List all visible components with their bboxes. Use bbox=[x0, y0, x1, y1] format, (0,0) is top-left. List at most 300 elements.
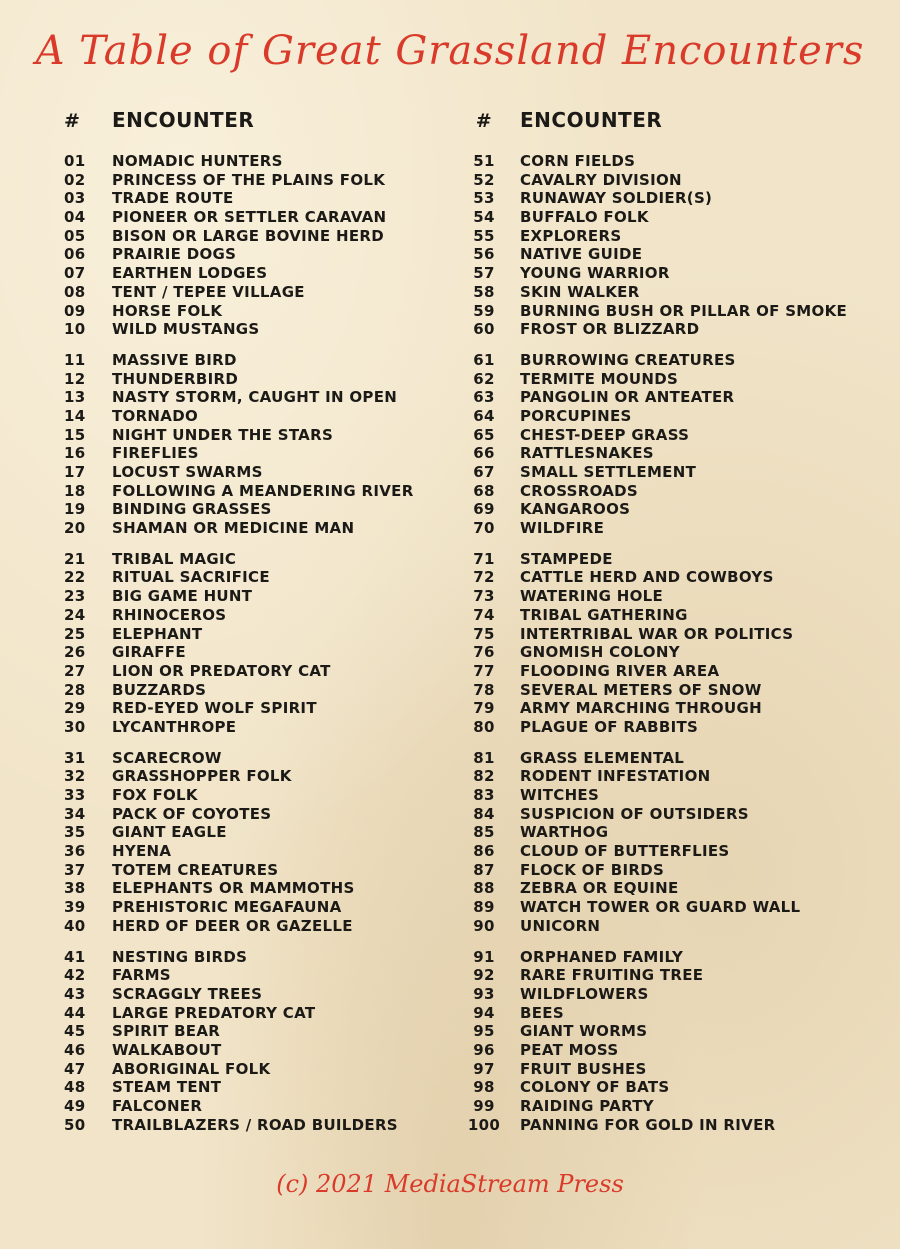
encounter-column-header: ENCOUNTER bbox=[112, 108, 255, 132]
encounter-number: 41 bbox=[64, 947, 86, 966]
encounter-text: PORCUPINES bbox=[520, 406, 632, 425]
encounter-number: 98 bbox=[473, 1078, 495, 1097]
encounter-text: SMALL SETTLEMENT bbox=[520, 463, 697, 481]
table-row bbox=[64, 587, 414, 606]
encounter-number: 25 bbox=[64, 624, 86, 643]
table-row bbox=[64, 917, 414, 936]
encounter-text: FOX FOLK bbox=[112, 786, 198, 804]
encounter-number: 91 bbox=[473, 947, 495, 966]
encounter-text: TENT / TEPEE VILLAGE bbox=[112, 282, 305, 301]
table-row bbox=[64, 568, 414, 587]
table-row bbox=[466, 662, 847, 681]
encounter-number: 46 bbox=[64, 1040, 86, 1059]
table-row bbox=[64, 898, 414, 917]
table-row bbox=[466, 681, 847, 700]
encounter-number: 26 bbox=[64, 643, 86, 662]
table-row bbox=[64, 208, 414, 227]
table-row bbox=[466, 985, 847, 1004]
encounter-number: 01 bbox=[64, 152, 86, 170]
right-column bbox=[466, 108, 847, 1134]
table-row bbox=[64, 1097, 414, 1116]
encounter-number: 92 bbox=[473, 966, 495, 985]
table-row bbox=[64, 227, 414, 246]
encounter-number: 34 bbox=[64, 804, 86, 823]
encounter-text: CATTLE HERD AND COWBOYS bbox=[520, 568, 774, 587]
table-row bbox=[466, 500, 847, 519]
encounter-text: PREHISTORIC MEGAFAUNA bbox=[112, 898, 342, 917]
encounter-text: CAVALRY DIVISION bbox=[520, 170, 682, 189]
encounter-number: 06 bbox=[64, 245, 86, 264]
table-row bbox=[64, 786, 414, 805]
encounter-text: WILDFLOWERS bbox=[520, 984, 649, 1003]
table-row bbox=[466, 388, 847, 407]
encounter-text: WATCH TOWER OR GUARD WALL bbox=[520, 898, 801, 917]
encounter-number: 24 bbox=[64, 605, 86, 624]
encounter-number: 18 bbox=[64, 481, 86, 500]
encounter-text: RATTLESNAKES bbox=[520, 444, 654, 463]
encounter-number: 29 bbox=[64, 699, 86, 718]
encounter-text: SEVERAL METERS OF SNOW bbox=[520, 680, 762, 699]
encounter-text: CROSSROADS bbox=[520, 481, 639, 500]
encounter-text: FLOODING RIVER AREA bbox=[520, 661, 720, 680]
encounter-number: 53 bbox=[473, 189, 495, 208]
encounter-number: 03 bbox=[64, 189, 86, 208]
encounter-number: 05 bbox=[64, 226, 86, 245]
encounter-text: LOCUST SWARMS bbox=[112, 463, 263, 481]
encounter-text: MASSIVE BIRD bbox=[112, 350, 237, 369]
encounter-group bbox=[64, 749, 414, 936]
encounter-number: 67 bbox=[473, 463, 495, 481]
encounter-column-header: ENCOUNTER bbox=[520, 108, 663, 132]
table-row bbox=[64, 643, 414, 662]
encounter-text: GIANT EAGLE bbox=[112, 823, 227, 842]
table-row bbox=[466, 171, 847, 190]
encounter-number: 47 bbox=[64, 1059, 86, 1078]
table-row bbox=[64, 662, 414, 681]
encounter-text: PEAT MOSS bbox=[520, 1040, 619, 1059]
table-row bbox=[64, 966, 414, 985]
table-row bbox=[466, 879, 847, 898]
encounter-number: 49 bbox=[64, 1097, 86, 1115]
encounter-number: 10 bbox=[64, 320, 86, 339]
encounter-text: CLOUD OF BUTTERFLIES bbox=[520, 842, 730, 861]
table-row bbox=[64, 718, 414, 737]
encounter-number: 56 bbox=[473, 245, 495, 264]
encounter-text: NATIVE GUIDE bbox=[520, 245, 643, 264]
encounter-text: FOLLOWING A MEANDERING RIVER bbox=[112, 481, 414, 500]
table-row bbox=[466, 1041, 847, 1060]
encounter-text: FROST OR BLIZZARD bbox=[520, 320, 700, 339]
encounter-number: 36 bbox=[64, 842, 86, 861]
encounter-number: 97 bbox=[473, 1059, 495, 1078]
encounter-text: NIGHT UNDER THE STARS bbox=[112, 425, 334, 444]
encounter-number: 59 bbox=[473, 301, 495, 320]
encounter-number: 57 bbox=[473, 264, 495, 283]
table-row bbox=[64, 283, 414, 302]
table-row bbox=[466, 444, 847, 463]
encounter-number: 72 bbox=[473, 568, 495, 587]
encounter-text: BUFFALO FOLK bbox=[520, 208, 649, 227]
encounter-group bbox=[466, 152, 847, 339]
table-row bbox=[466, 823, 847, 842]
table-row bbox=[466, 407, 847, 426]
encounter-number: 38 bbox=[64, 879, 86, 898]
encounter-text: STAMPEDE bbox=[520, 549, 613, 568]
encounter-text: EXPLORERS bbox=[520, 226, 622, 245]
encounter-text: PACK OF COYOTES bbox=[112, 804, 272, 823]
table-row bbox=[64, 681, 414, 700]
encounter-text: PRAIRIE DOGS bbox=[112, 245, 237, 264]
encounter-text: TERMITE MOUNDS bbox=[520, 369, 679, 388]
table-row bbox=[466, 482, 847, 501]
encounter-number: 83 bbox=[473, 786, 495, 804]
encounter-text: NESTING BIRDS bbox=[112, 947, 248, 966]
table-row bbox=[64, 351, 414, 370]
encounter-number: 07 bbox=[64, 264, 86, 283]
encounter-text: TRIBAL GATHERING bbox=[520, 605, 688, 624]
table-row bbox=[64, 388, 414, 407]
encounter-text: GRASS ELEMENTAL bbox=[520, 748, 685, 767]
encounter-group bbox=[64, 948, 414, 1135]
encounter-number: 40 bbox=[64, 916, 86, 935]
encounter-number: 55 bbox=[473, 226, 495, 245]
encounter-text: SHAMAN OR MEDICINE MAN bbox=[112, 519, 355, 538]
copyright-footer: (c) 2021 MediaStream Press bbox=[276, 1170, 624, 1198]
encounter-number: 82 bbox=[473, 767, 495, 786]
encounter-text: RITUAL SACRIFICE bbox=[112, 568, 270, 587]
table-row bbox=[466, 1060, 847, 1079]
encounter-number: 89 bbox=[473, 898, 495, 917]
encounter-text: ABORIGINAL FOLK bbox=[112, 1059, 271, 1078]
encounter-text: TRIBAL MAGIC bbox=[112, 549, 237, 568]
encounter-number: 37 bbox=[64, 860, 86, 879]
encounter-number: 28 bbox=[64, 680, 86, 699]
encounter-text: GRASSHOPPER FOLK bbox=[112, 767, 292, 786]
encounter-number: 66 bbox=[473, 444, 495, 463]
table-row bbox=[64, 519, 414, 538]
table-row bbox=[466, 227, 847, 246]
encounter-group bbox=[466, 351, 847, 538]
encounter-group bbox=[64, 351, 414, 538]
table-row bbox=[466, 948, 847, 967]
encounter-text: RARE FRUITING TREE bbox=[520, 966, 704, 985]
encounter-number: 31 bbox=[64, 748, 86, 767]
encounter-number: 79 bbox=[473, 699, 495, 718]
encounter-text: ELEPHANTS OR MAMMOTHS bbox=[112, 879, 355, 898]
encounter-text: LYCANTHROPE bbox=[112, 717, 237, 736]
encounter-text: SCRAGGLY TREES bbox=[112, 984, 263, 1003]
left-column bbox=[64, 108, 414, 1134]
encounter-number: 58 bbox=[473, 282, 495, 301]
encounter-number: 42 bbox=[64, 966, 86, 985]
encounter-text: FIREFLIES bbox=[112, 444, 199, 463]
encounter-number: 45 bbox=[64, 1022, 86, 1041]
table-row bbox=[466, 767, 847, 786]
encounter-number: 51 bbox=[473, 152, 495, 170]
encounter-text: INTERTRIBAL WAR OR POLITICS bbox=[520, 624, 794, 643]
encounter-text: UNICORN bbox=[520, 916, 601, 935]
encounter-number: 21 bbox=[64, 549, 86, 568]
table-row bbox=[64, 189, 414, 208]
table-row bbox=[466, 1022, 847, 1041]
encounter-number: 74 bbox=[473, 605, 495, 624]
table-row bbox=[466, 625, 847, 644]
encounter-number: 12 bbox=[64, 369, 86, 388]
encounter-text: WALKABOUT bbox=[112, 1040, 222, 1059]
encounter-number: 32 bbox=[64, 767, 86, 786]
table-row bbox=[64, 1004, 414, 1023]
encounter-number: 70 bbox=[473, 519, 495, 538]
table-row bbox=[466, 966, 847, 985]
encounter-number: 78 bbox=[473, 680, 495, 699]
encounter-text: PANGOLIN OR ANTEATER bbox=[520, 388, 735, 407]
encounter-group bbox=[466, 948, 847, 1135]
encounter-text: KANGAROOS bbox=[520, 500, 631, 519]
table-row bbox=[64, 861, 414, 880]
table-row bbox=[466, 283, 847, 302]
table-row bbox=[64, 171, 414, 190]
table-row bbox=[466, 749, 847, 768]
encounter-number: 75 bbox=[473, 624, 495, 643]
encounter-number: 11 bbox=[64, 350, 86, 369]
encounter-text: ARMY MARCHING THROUGH bbox=[520, 699, 762, 718]
table-row bbox=[64, 767, 414, 786]
table-row bbox=[466, 208, 847, 227]
encounter-number: 85 bbox=[473, 823, 495, 842]
table-row bbox=[64, 302, 414, 321]
encounter-text: COLONY OF BATS bbox=[520, 1078, 670, 1097]
encounter-text: STEAM TENT bbox=[112, 1078, 222, 1097]
encounter-number: 27 bbox=[64, 661, 86, 680]
encounter-text: FRUIT BUSHES bbox=[520, 1059, 647, 1078]
encounter-number: 61 bbox=[473, 350, 495, 369]
encounter-text: BINDING GRASSES bbox=[112, 500, 272, 519]
encounter-number: 90 bbox=[473, 916, 495, 935]
number-column-header: # bbox=[64, 110, 81, 132]
encounter-text: FALCONER bbox=[112, 1097, 203, 1115]
encounter-number: 23 bbox=[64, 587, 86, 606]
encounter-text: SKIN WALKER bbox=[520, 282, 640, 301]
encounter-text: WILD MUSTANGS bbox=[112, 320, 260, 339]
encounter-number: 50 bbox=[64, 1115, 86, 1134]
encounter-text: PLAGUE OF RABBITS bbox=[520, 717, 699, 736]
table-row bbox=[64, 879, 414, 898]
table-row bbox=[466, 699, 847, 718]
encounter-number: 80 bbox=[473, 717, 495, 736]
encounter-text: SPIRIT BEAR bbox=[112, 1022, 221, 1041]
encounter-text: PRINCESS OF THE PLAINS FOLK bbox=[112, 170, 386, 189]
encounter-number: 88 bbox=[473, 879, 495, 898]
encounter-text: TOTEM CREATURES bbox=[112, 860, 279, 879]
encounter-text: PANNING FOR GOLD IN RIVER bbox=[520, 1115, 776, 1134]
encounter-text: FARMS bbox=[112, 966, 171, 985]
encounter-text: BIG GAME HUNT bbox=[112, 587, 253, 606]
encounter-text: WARTHOG bbox=[520, 823, 609, 842]
table-row bbox=[64, 245, 414, 264]
encounter-text: CHEST-DEEP GRASS bbox=[520, 425, 690, 444]
encounter-number: 76 bbox=[473, 643, 495, 662]
table-row bbox=[466, 426, 847, 445]
table-row bbox=[466, 1097, 847, 1116]
encounter-text: BURROWING CREATURES bbox=[520, 350, 736, 369]
encounter-text: HERD OF DEER OR GAZELLE bbox=[112, 916, 353, 935]
encounter-number: 94 bbox=[473, 1003, 495, 1022]
table-row bbox=[64, 444, 414, 463]
table-row bbox=[64, 699, 414, 718]
encounter-number: 08 bbox=[64, 282, 86, 301]
encounter-text: GNOMISH COLONY bbox=[520, 643, 680, 662]
table-row bbox=[466, 1078, 847, 1097]
encounter-number: 33 bbox=[64, 786, 86, 804]
table-row bbox=[64, 606, 414, 625]
table-row bbox=[64, 264, 414, 283]
encounter-text: NOMADIC HUNTERS bbox=[112, 152, 283, 170]
encounter-text: HYENA bbox=[112, 842, 172, 861]
encounter-text: BUZZARDS bbox=[112, 680, 207, 699]
encounter-number: 77 bbox=[473, 661, 495, 680]
table-row bbox=[64, 1060, 414, 1079]
encounter-number: 14 bbox=[64, 406, 86, 425]
table-row bbox=[466, 320, 847, 339]
encounter-text: BURNING BUSH OR PILLAR OF SMOKE bbox=[520, 301, 848, 320]
encounter-text: LION OR PREDATORY CAT bbox=[112, 661, 331, 680]
encounter-text: PIONEER OR SETTLER CARAVAN bbox=[112, 208, 387, 227]
table-row bbox=[466, 264, 847, 283]
encounter-text: NASTY STORM, CAUGHT IN OPEN bbox=[112, 388, 398, 407]
encounter-number: 16 bbox=[64, 444, 86, 463]
encounter-text: RUNAWAY SOLDIER(S) bbox=[520, 189, 713, 208]
table-row bbox=[64, 985, 414, 1004]
table-row bbox=[466, 351, 847, 370]
encounter-number: 43 bbox=[64, 984, 86, 1003]
encounter-text: SCARECROW bbox=[112, 748, 222, 767]
table-row bbox=[466, 370, 847, 389]
encounter-number: 54 bbox=[473, 208, 495, 227]
encounter-text: BEES bbox=[520, 1003, 564, 1022]
encounter-text: RAIDING PARTY bbox=[520, 1097, 654, 1115]
table-row bbox=[64, 463, 414, 482]
encounter-number: 73 bbox=[473, 587, 495, 606]
table-row bbox=[466, 805, 847, 824]
table-row bbox=[64, 1116, 414, 1135]
table-row bbox=[64, 482, 414, 501]
encounter-number: 04 bbox=[64, 208, 86, 227]
encounter-number: 69 bbox=[473, 500, 495, 519]
table-row bbox=[466, 1116, 847, 1135]
table-row bbox=[466, 898, 847, 917]
encounter-number: 68 bbox=[473, 481, 495, 500]
encounter-number: 60 bbox=[473, 320, 495, 339]
encounter-number: 95 bbox=[473, 1022, 495, 1041]
encounter-number: 20 bbox=[64, 519, 86, 538]
encounter-number: 100 bbox=[467, 1115, 501, 1134]
encounter-number: 48 bbox=[64, 1078, 86, 1097]
table-row bbox=[64, 1041, 414, 1060]
encounter-number: 19 bbox=[64, 500, 86, 519]
encounter-number: 30 bbox=[64, 717, 86, 736]
encounter-number: 17 bbox=[64, 463, 86, 481]
encounter-number: 39 bbox=[64, 898, 86, 917]
encounter-text: GIANT WORMS bbox=[520, 1022, 648, 1041]
table-row bbox=[466, 861, 847, 880]
encounter-text: ZEBRA OR EQUINE bbox=[520, 879, 679, 898]
table-row bbox=[64, 407, 414, 426]
encounter-group bbox=[466, 749, 847, 936]
encounter-number: 22 bbox=[64, 568, 86, 587]
encounter-number: 13 bbox=[64, 388, 86, 407]
encounter-text: WITCHES bbox=[520, 786, 600, 804]
encounter-number: 93 bbox=[473, 984, 495, 1003]
table-row bbox=[466, 643, 847, 662]
encounter-number: 84 bbox=[473, 804, 495, 823]
table-row bbox=[466, 189, 847, 208]
encounter-number: 02 bbox=[64, 170, 86, 189]
encounter-text: EARTHEN LODGES bbox=[112, 264, 268, 283]
encounter-text: TRADE ROUTE bbox=[112, 189, 234, 208]
encounter-number: 65 bbox=[473, 425, 495, 444]
encounter-number: 63 bbox=[473, 388, 495, 407]
right-rows bbox=[466, 152, 847, 1134]
table-header bbox=[64, 108, 414, 140]
table-row bbox=[466, 786, 847, 805]
encounter-number: 35 bbox=[64, 823, 86, 842]
encounter-text: WATERING HOLE bbox=[520, 587, 664, 606]
table-row bbox=[466, 606, 847, 625]
table-row bbox=[64, 625, 414, 644]
table-row bbox=[64, 370, 414, 389]
encounter-text: WILDFIRE bbox=[520, 519, 605, 538]
encounter-text: BISON OR LARGE BOVINE HERD bbox=[112, 226, 384, 245]
table-row bbox=[64, 320, 414, 339]
encounter-number: 86 bbox=[473, 842, 495, 861]
encounter-number: 09 bbox=[64, 301, 86, 320]
table-row bbox=[466, 245, 847, 264]
encounter-text: HORSE FOLK bbox=[112, 301, 223, 320]
encounter-number: 44 bbox=[64, 1003, 86, 1022]
table-row bbox=[466, 1004, 847, 1023]
encounter-group bbox=[64, 550, 414, 737]
encounter-text: THUNDERBIRD bbox=[112, 369, 239, 388]
table-row bbox=[64, 842, 414, 861]
encounter-text: TORNADO bbox=[112, 406, 198, 425]
table-row bbox=[466, 587, 847, 606]
table-row bbox=[466, 519, 847, 538]
page-title: A Table of Great Grassland Encounters bbox=[35, 28, 865, 74]
table-header bbox=[466, 108, 847, 140]
table-row bbox=[64, 426, 414, 445]
encounter-number: 62 bbox=[473, 369, 495, 388]
encounter-text: YOUNG WARRIOR bbox=[520, 264, 670, 283]
encounter-text: CORN FIELDS bbox=[520, 152, 636, 170]
encounter-text: ORPHANED FAMILY bbox=[520, 947, 684, 966]
encounter-number: 52 bbox=[473, 170, 495, 189]
encounter-group bbox=[64, 152, 414, 339]
table-row bbox=[466, 152, 847, 171]
encounter-text: LARGE PREDATORY CAT bbox=[112, 1003, 316, 1022]
encounter-text: FLOCK OF BIRDS bbox=[520, 860, 665, 879]
encounter-text: TRAILBLAZERS / ROAD BUILDERS bbox=[112, 1115, 398, 1134]
table-row bbox=[466, 568, 847, 587]
table-row bbox=[466, 550, 847, 569]
table-row bbox=[466, 302, 847, 321]
encounter-number: 71 bbox=[473, 549, 495, 568]
table-row bbox=[64, 1078, 414, 1097]
table-row bbox=[466, 842, 847, 861]
table-row bbox=[64, 749, 414, 768]
left-rows bbox=[64, 152, 414, 1134]
table-row bbox=[64, 805, 414, 824]
encounter-number: 96 bbox=[473, 1040, 495, 1059]
